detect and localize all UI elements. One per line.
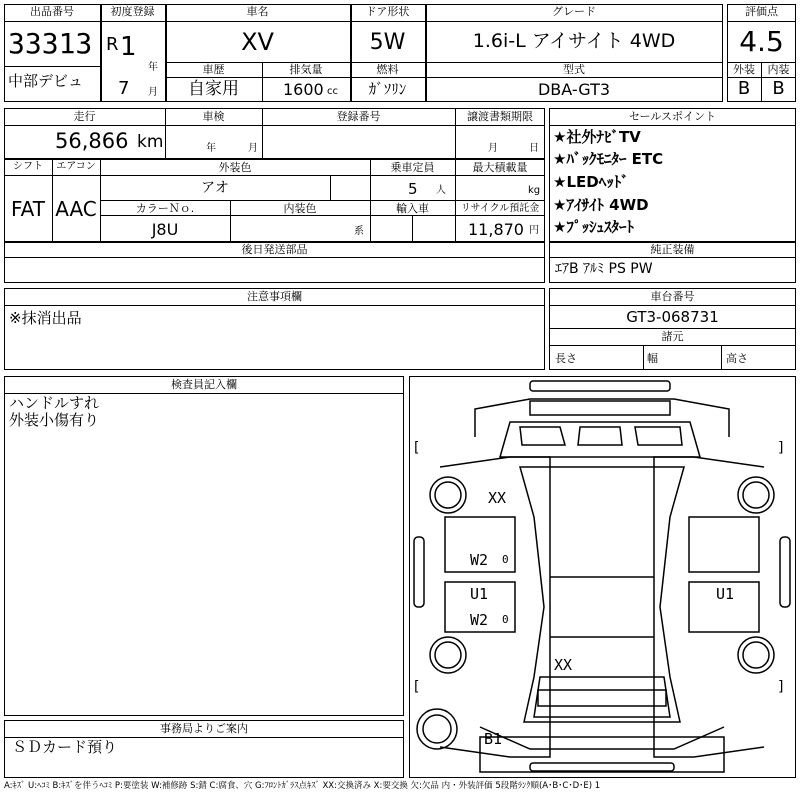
door-label: ドア形状 (365, 5, 410, 18)
mark-w2-left-front: W2 (470, 551, 489, 569)
mark-zero-left-front: 0 (502, 553, 509, 566)
model-label: 型式 (563, 63, 585, 76)
mark-w2-left-rear: W2 (470, 611, 489, 629)
ext-color-label: 外装色 (218, 161, 252, 174)
inspector-line-2: 外装小傷有り (9, 411, 100, 429)
int-color-label: 内装色 (283, 202, 317, 215)
mileage-unit: km (137, 132, 164, 152)
fuel-label: 燃料 (376, 63, 399, 76)
sales-point-4: ★ｱｲｻｲﾄ 4WD (553, 196, 649, 214)
fuel: ｶﾞｿﾘﾝ (368, 80, 407, 98)
office-label: 事務局よりご案内 (160, 722, 248, 735)
later-parts-label: 後日発送部品 (241, 243, 308, 256)
lot-no-label: 出品番号 (30, 5, 74, 18)
transfer-day: 日 (529, 143, 539, 154)
first-reg-label: 初度登録 (110, 5, 155, 18)
inspection-year: 年 (206, 143, 216, 154)
sales-point-2: ★ﾊﾞｯｸﾓﾆﾀｰ ETC (553, 150, 664, 168)
score: 4.5 (739, 25, 784, 58)
chassis-label: 車台番号 (650, 290, 695, 303)
reg-no-label: 登録番号 (336, 110, 381, 123)
door: 5W (369, 30, 406, 55)
car-diagram-section (409, 376, 796, 778)
era: R (106, 34, 119, 55)
legend: A:ｷｽﾞ U:ﾍｺﾐ B:ｷｽﾞを伴うﾍｺﾐ P:要塗装 W:補修跡 S:錆 C:腐食、穴 G:ﾌﾛﾝﾄｶﾞﾗｽ点ｷｽﾞ XX:交換済み X:要交換 欠:欠品 内・外装評価 5段階ﾗﾝｸ順(A･B･C･D･E) 1 (4, 781, 601, 791)
ext-color: アオ (201, 180, 229, 196)
max-load-label: 最大積載量 (472, 161, 528, 174)
car-name-label: 車名 (246, 5, 269, 18)
shift-label: シフト (13, 161, 43, 172)
office-text: ＳＤカード預り (12, 738, 118, 756)
displacement-label: 排気量 (289, 63, 323, 76)
import-label: 輸入車 (396, 202, 429, 215)
recycle-unit: 円 (529, 225, 539, 236)
int-color-unit: 系 (354, 226, 364, 237)
sales-point-3: ★LEDﾍｯﾄﾞ (553, 173, 629, 191)
debut-badge: 中部デビュ (8, 72, 84, 90)
car-name: XV (241, 28, 274, 56)
mark-zero-left-rear: 0 (502, 613, 509, 626)
dim-height: 高さ (726, 352, 748, 365)
transfer-label: 譲渡書類期限 (467, 110, 533, 123)
grade: 1.6i-L アイサイト 4WD (472, 30, 676, 52)
chassis-number: GT3-068731 (626, 308, 719, 326)
mark-u1-right: U1 (716, 585, 735, 603)
color-no-label: カラーＮｏ. (135, 202, 195, 215)
ac: AAC (55, 197, 97, 221)
lot-no: 33313 (8, 27, 93, 60)
dim-width: 幅 (647, 352, 658, 365)
displacement-unit: cc (327, 86, 338, 97)
mark-u1-left: U1 (470, 585, 489, 603)
year-unit: 年 (148, 62, 158, 73)
sales-label: セールスポイント (628, 110, 716, 123)
mark-xx-rear: XX (554, 656, 573, 674)
recycle-label: リサイクル預託金 (460, 203, 540, 214)
color-no: J8U (151, 220, 179, 239)
bracket-left-bottom: [ (414, 679, 420, 695)
equipment: ｴｱB ｱﾙﾐ PS PW (555, 261, 653, 277)
inspection-label: 車検 (202, 110, 225, 123)
int-grade-label: 内装 (767, 63, 790, 76)
history: 自家用 (188, 79, 239, 99)
notes-text: ※抹消出品 (9, 309, 82, 327)
month-unit: 月 (148, 87, 158, 98)
history-label: 車歴 (202, 63, 225, 76)
inspector-label: 検査員記入欄 (171, 378, 237, 391)
grade-label: グレード (552, 5, 596, 18)
mileage-label: 走行 (73, 110, 96, 123)
ext-grade: B (737, 78, 751, 99)
mark-xx-front: XX (488, 489, 507, 507)
capacity-unit: 人 (436, 185, 446, 196)
reg-month: 7 (118, 78, 130, 99)
ac-label: エアコン (56, 161, 96, 172)
ext-grade-label: 外装 (733, 63, 755, 76)
bracket-right-top: ] (778, 440, 784, 456)
max-load-unit: kg (528, 185, 541, 196)
bracket-right-bottom: ] (778, 679, 784, 695)
displacement: 1600 (283, 80, 324, 99)
score-label: 評価点 (745, 5, 778, 18)
capacity: 5 (408, 180, 418, 198)
inspection-month: 月 (248, 143, 258, 154)
sales-point-1: ★社外ﾅﾋﾞTV (553, 128, 641, 146)
dim-length: 長さ (555, 352, 577, 365)
int-grade: B (772, 78, 785, 99)
model: DBA-GT3 (537, 80, 611, 99)
equipment-label: 純正装備 (650, 243, 695, 256)
transfer-month: 月 (488, 143, 498, 154)
mark-b1-bottom: B1 (484, 730, 503, 748)
bracket-left-top: [ (414, 440, 420, 456)
shift: FAT (10, 197, 45, 221)
sales-point-5: ★ﾌﾟｯｼｭｽﾀｰﾄ (553, 218, 634, 236)
car-diagram (410, 377, 794, 776)
notes-label: 注意事項欄 (247, 290, 302, 303)
dims-label: 諸元 (661, 330, 684, 343)
inspector-line-1: ハンドルすれ (9, 394, 100, 412)
reg-year: 1 (120, 32, 137, 62)
recycle: 11,870 (468, 220, 524, 239)
mileage: 56,866 (55, 129, 129, 153)
capacity-label: 乗車定員 (390, 161, 435, 174)
